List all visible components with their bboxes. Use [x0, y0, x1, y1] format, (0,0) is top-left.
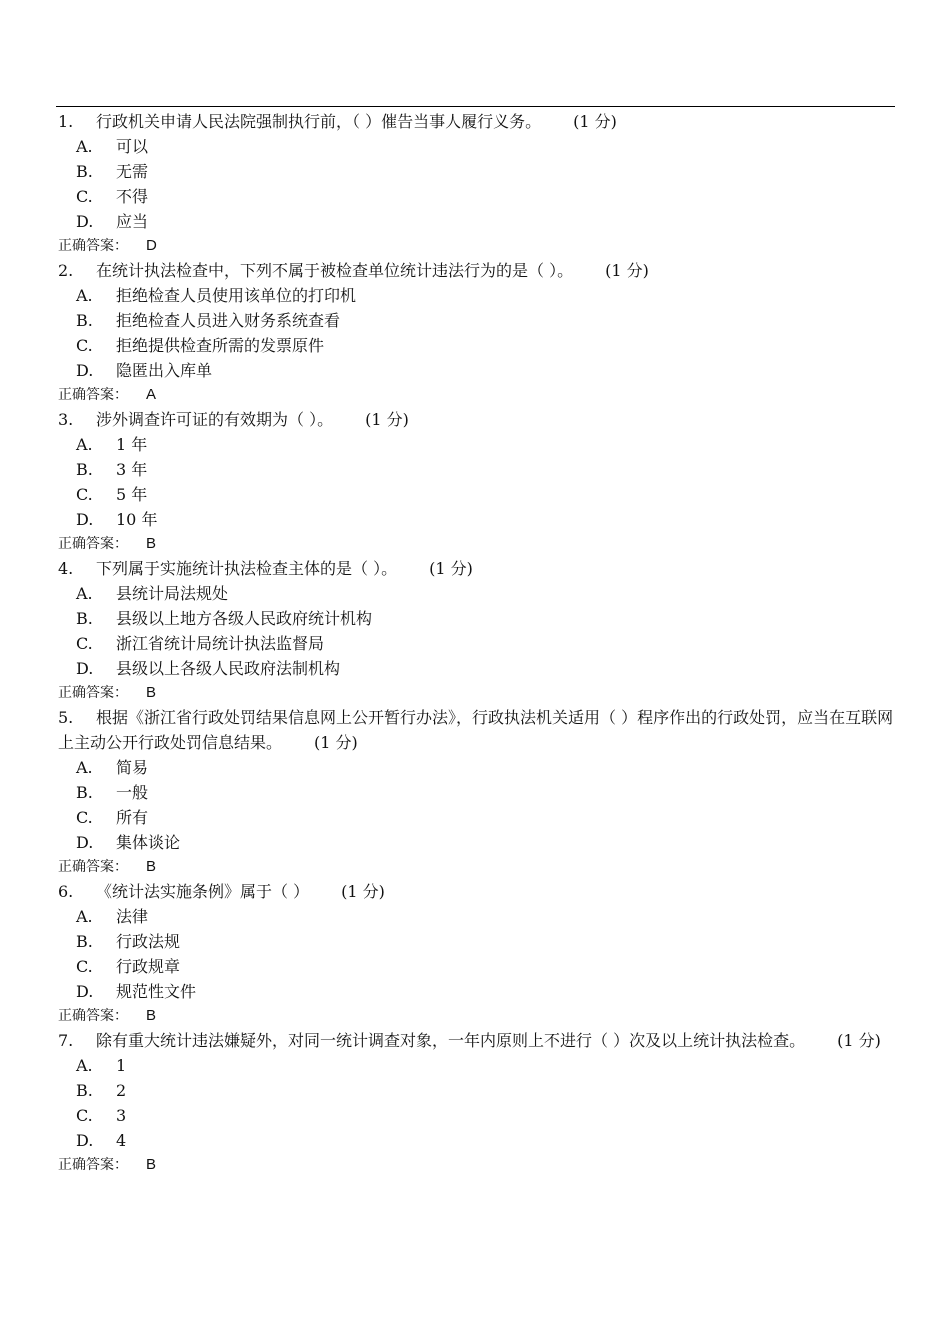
option-item — [58, 656, 894, 681]
option-list — [58, 904, 894, 1004]
answer-value: B — [146, 684, 157, 701]
question-block — [58, 556, 894, 705]
top-divider — [56, 106, 895, 107]
option-item — [58, 606, 894, 631]
question-block — [58, 407, 894, 556]
option-item — [58, 805, 894, 830]
option-item — [58, 457, 894, 482]
option-letter: C. — [76, 634, 93, 653]
question-stem — [58, 407, 894, 432]
question-number: 7. — [58, 1031, 74, 1050]
option-letter: A. — [76, 286, 93, 305]
question-number: 4. — [58, 559, 74, 578]
question-text: 涉外调查许可证的有效期为（ ）。 — [96, 410, 334, 429]
option-letter: B. — [76, 783, 93, 802]
option-text: 县级以上各级人民政府法制机构 — [116, 659, 341, 678]
correct-answer — [58, 234, 894, 258]
question-number: 2. — [58, 261, 74, 280]
option-item — [58, 1053, 894, 1078]
option-text: 所有 — [116, 808, 149, 827]
option-letter: A. — [76, 137, 93, 156]
question-block — [58, 705, 894, 879]
question-text: 行政机关申请人民法院强制执行前，（ ）催告当事人履行义务。 — [96, 112, 542, 131]
question-block — [58, 258, 894, 407]
correct-answer — [58, 383, 894, 407]
option-letter: B. — [76, 1081, 93, 1100]
option-item — [58, 904, 894, 929]
question-score: (1 分) — [605, 261, 649, 280]
option-item — [58, 333, 894, 358]
option-item — [58, 507, 894, 532]
option-list — [58, 283, 894, 383]
option-letter: C. — [76, 485, 93, 504]
option-text: 县统计局法规处 — [116, 584, 229, 603]
correct-answer — [58, 681, 894, 705]
question-stem — [58, 705, 894, 755]
question-text: 下列属于实施统计执法检查主体的是（ ）。 — [96, 559, 398, 578]
option-list — [58, 134, 894, 234]
question-score: (1 分) — [429, 559, 473, 578]
option-letter: D. — [76, 833, 94, 852]
option-letter: D. — [76, 982, 94, 1001]
correct-answer — [58, 1153, 894, 1177]
correct-answer — [58, 855, 894, 879]
option-letter: A. — [76, 758, 93, 777]
answer-label: 正确答案： — [58, 1157, 128, 1173]
option-letter: B. — [76, 609, 93, 628]
option-text: 集体谈论 — [116, 833, 181, 852]
option-item — [58, 780, 894, 805]
option-item — [58, 1078, 894, 1103]
question-number: 1. — [58, 112, 74, 131]
option-item — [58, 482, 894, 507]
question-text: 《统计法实施条例》属于（ ） — [96, 882, 310, 901]
option-text: 法律 — [116, 907, 149, 926]
option-letter: D. — [76, 510, 94, 529]
option-letter: A. — [76, 907, 93, 926]
option-item — [58, 830, 894, 855]
question-text: 根据《浙江省行政处罚结果信息网上公开暂行办法》，行政执法机关适用（ ）程序作出的行政处罚，应当在互联网上主动公开行政处罚信息结果。 — [58, 708, 894, 752]
option-text: 规范性文件 — [116, 982, 197, 1001]
option-item — [58, 755, 894, 780]
option-text: 拒绝检查人员使用该单位的打印机 — [116, 286, 357, 305]
option-item — [58, 358, 894, 383]
option-letter: D. — [76, 659, 94, 678]
question-score: (1 分) — [341, 882, 385, 901]
option-text: 应当 — [116, 212, 149, 231]
answer-value: D — [146, 237, 157, 254]
question-stem — [58, 109, 894, 134]
option-list — [58, 581, 894, 681]
option-letter: D. — [76, 1131, 94, 1150]
answer-label: 正确答案： — [58, 685, 128, 701]
option-text: 一般 — [116, 783, 149, 802]
option-letter: B. — [76, 311, 93, 330]
option-item — [58, 1103, 894, 1128]
answer-label: 正确答案： — [58, 387, 128, 403]
option-letter: C. — [76, 336, 93, 355]
question-stem — [58, 879, 894, 904]
option-letter: D. — [76, 361, 94, 380]
option-text: 拒绝检查人员进入财务系统查看 — [116, 311, 341, 330]
option-item — [58, 631, 894, 656]
option-item — [58, 581, 894, 606]
option-letter: A. — [76, 1056, 93, 1075]
option-text: 3 年 — [116, 460, 148, 479]
option-item — [58, 134, 894, 159]
option-text: 不得 — [116, 187, 149, 206]
option-item — [58, 432, 894, 457]
option-letter: B. — [76, 460, 93, 479]
option-list — [58, 1053, 894, 1153]
question-block — [58, 879, 894, 1028]
option-item — [58, 954, 894, 979]
answer-label: 正确答案： — [58, 536, 128, 552]
option-letter: C. — [76, 187, 93, 206]
question-text: 在统计执法检查中，下列不属于被检查单位统计违法行为的是（ ）。 — [96, 261, 574, 280]
answer-value: B — [146, 858, 157, 875]
correct-answer — [58, 1004, 894, 1028]
option-text: 简易 — [116, 758, 149, 777]
option-item — [58, 159, 894, 184]
correct-answer — [58, 532, 894, 556]
option-item — [58, 1128, 894, 1153]
option-letter: D. — [76, 212, 94, 231]
option-item — [58, 929, 894, 954]
option-text: 1 — [116, 1056, 127, 1075]
question-number: 3. — [58, 410, 74, 429]
option-text: 5 年 — [116, 485, 148, 504]
option-item — [58, 308, 894, 333]
option-text: 4 — [116, 1131, 127, 1150]
option-text: 拒绝提供检查所需的发票原件 — [116, 336, 325, 355]
option-letter: A. — [76, 435, 93, 454]
option-text: 行政规章 — [116, 957, 181, 976]
option-text: 隐匿出入库单 — [116, 361, 213, 380]
option-text: 1 年 — [116, 435, 148, 454]
question-score: (1 分) — [837, 1031, 881, 1050]
option-letter: C. — [76, 957, 93, 976]
answer-label: 正确答案： — [58, 859, 128, 875]
option-text: 3 — [116, 1106, 127, 1125]
option-list — [58, 755, 894, 855]
question-stem — [58, 1028, 894, 1053]
answer-value: B — [146, 535, 157, 552]
question-stem — [58, 258, 894, 283]
question-text: 除有重大统计违法嫌疑外，对同一统计调查对象，一年内原则上不进行（ ）次及以上统计执法检查。 — [96, 1031, 806, 1050]
question-block — [58, 1028, 894, 1177]
answer-label: 正确答案： — [58, 238, 128, 254]
option-letter: C. — [76, 1106, 93, 1125]
option-text: 浙江省统计局统计执法监督局 — [116, 634, 325, 653]
option-text: 县级以上地方各级人民政府统计机构 — [116, 609, 373, 628]
option-text: 行政法规 — [116, 932, 181, 951]
answer-value: B — [146, 1007, 157, 1024]
answer-value: B — [146, 1156, 157, 1173]
option-list — [58, 432, 894, 532]
option-item — [58, 184, 894, 209]
question-block — [58, 109, 894, 258]
option-item — [58, 979, 894, 1004]
question-score: (1 分) — [314, 733, 358, 752]
option-letter: A. — [76, 584, 93, 603]
option-text: 10 年 — [116, 510, 158, 529]
option-item — [58, 283, 894, 308]
answer-value: A — [146, 386, 157, 403]
option-text: 2 — [116, 1081, 127, 1100]
question-score: (1 分) — [365, 410, 409, 429]
option-text: 可以 — [116, 137, 149, 156]
option-letter: B. — [76, 162, 93, 181]
option-letter: C. — [76, 808, 93, 827]
question-number: 5. — [58, 708, 74, 727]
option-letter: B. — [76, 932, 93, 951]
answer-label: 正确答案： — [58, 1008, 128, 1024]
question-stem — [58, 556, 894, 581]
question-number: 6. — [58, 882, 74, 901]
option-item — [58, 209, 894, 234]
question-score: (1 分) — [573, 112, 617, 131]
question-list — [58, 109, 894, 1177]
option-text: 无需 — [116, 162, 149, 181]
